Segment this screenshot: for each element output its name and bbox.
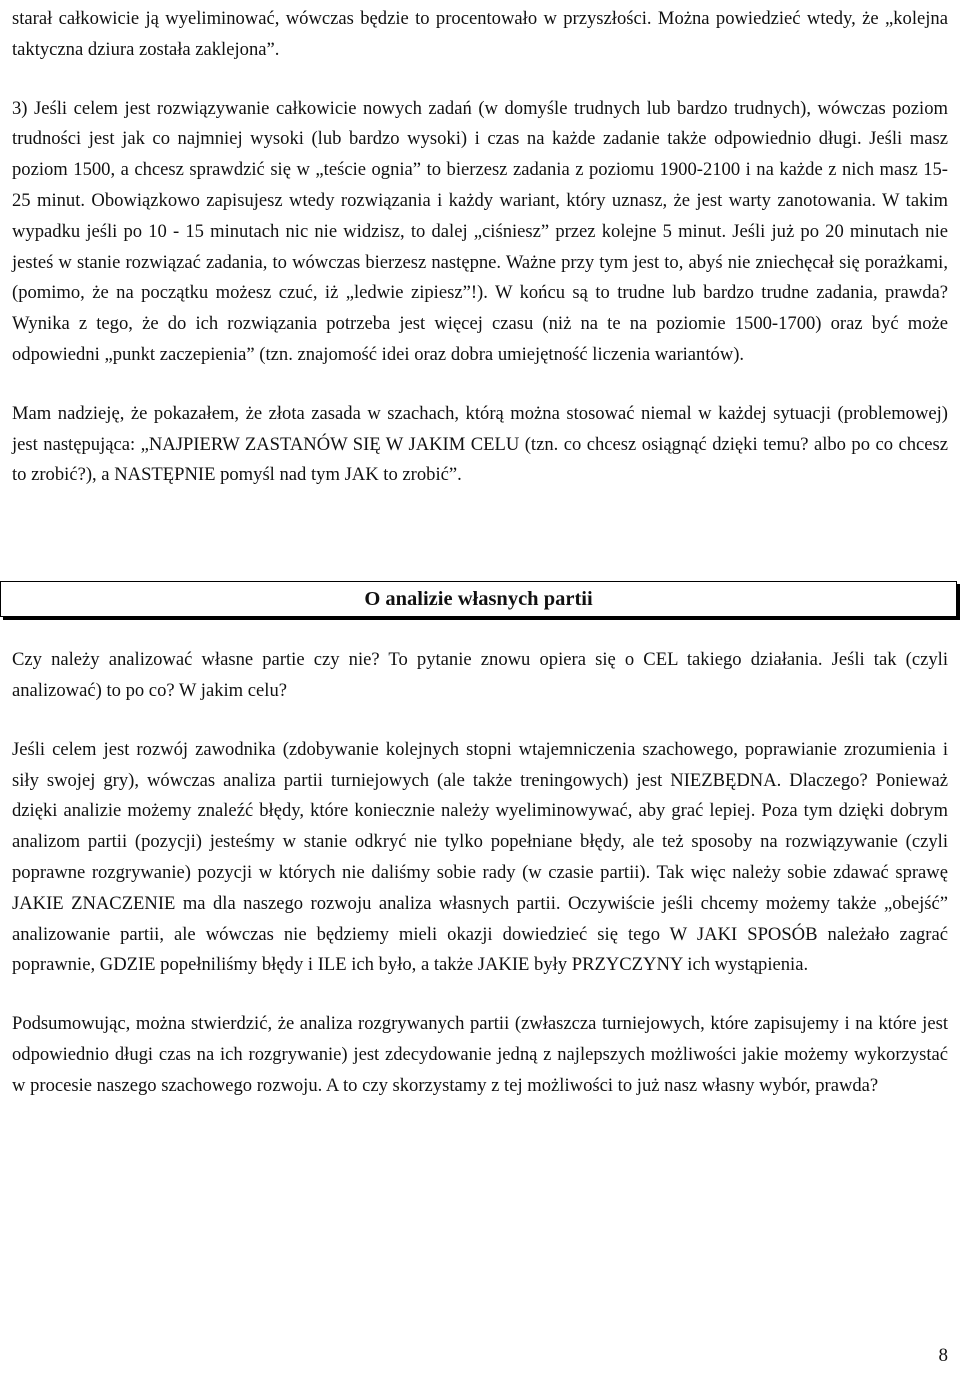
section-gap	[12, 491, 948, 581]
document-page	[12, 4, 948, 1102]
heading-gap	[12, 617, 948, 645]
paragraph-analysis-purpose: Jeśli celem jest rozwój zawodnika (zdobywanie kolejnych stopni wtajemniczenia szachowego, poprawianie zrozumienia i siły swojej gry), wówczas analiza partii turniejowych (ale także treningowych) jest NIEZBĘDNA. Dlaczego? Ponieważ dzięki analizie możemy znaleźć błędy, które koniecznie należy wyeliminowywać, aby grać lepiej. Poza tym dzięki dobrym analizom partii (pozycji) jesteśmy w stanie odkryć nie tylko popełniane błędy, ale też sposoby na rozwiązywanie (czyli poprawne rozgrywanie) pozycji w których nie daliśmy sobie rady (w czasie partii). Tak więc należy sobie zdawać sprawę JAKIE ZNACZENIE ma dla naszego rozwoju analiza własnych partii. Oczywiście jeśli chcemy możemy także „obejść” analizowanie partii, ale wówczas nie będziemy mieli okazji dowiedzieć się tego W JAKI SPOSÓB należało zagrać poprawnie, GDZIE popełniliśmy błędy i ILE ich było, a także JAKIE były PRZYCZYNY ich wystąpienia.	[12, 738, 948, 976]
paragraph-summary: Podsumowując, można stwierdzić, że analiza rozgrywanych partii (zwłaszcza turniejowych, które zapisujemy i na które jest odpowiednio długi czas na ich rozgrywanie) jest zdecydowanie jedną z najlepszych możliwości jakie możemy wykorzystać w procesie naszego szachowego rozwoju. A to czy skorzystamy z tej możliwości to już nasz własny wybór, prawda?	[12, 1013, 948, 1096]
paragraph-gap	[12, 66, 948, 94]
paragraph-point-3: 3) Jeśli celem jest rozwiązywanie całkowicie nowych zadań (w domyśle trudnych lub bardzo trudnych), wówczas poziom trudności jest jak co najmniej wysoki (lub bardzo wysoki) i czas na każde zadanie także odpowiednio długi. Jeśli masz poziom 1500, a chcesz sprawdzić się w „teście ognia” to bierzesz zadania z poziomu 1900-2100 i na każde z nich masz 15-25 minut. Obowiązkowo zapisujesz wtedy rozwiązania i każdy wariant, który uznasz, że jest warty zanotowania. W takim wypadku jeśli po 10 - 15 minutach nic nie widzisz, to dalej „ciśniesz” przez kolejne 5 minut. Jeśli już po 20 minutach nie jesteś w stanie rozwiązać zadania, to wówczas bierzesz następne. Ważne przy tym jest to, abyś nie zniechęcał się porażkami, (pomimo, że na początku możesz czuć, iż „ledwie zipiesz”!). W końcu są to trudne lub bardzo trudne zadania, prawda? Wynika z tego, że do ich rozwiązania potrzeba jest więcej czasu (niż na te na poziomie 1500-1700) oraz być może odpowiedni „punkt zaczepienia” (tzn. znajomość idei oraz dobra umiejętność liczenia wariantów).	[12, 97, 948, 365]
paragraph-gap	[12, 981, 948, 1009]
paragraph-golden-rule-end: starał całkowicie ją wyeliminować, wówczas będzie to procentowało w przyszłości. Można powiedzieć wtedy, że „kolejna taktyczna dziura została zaklejona”.	[12, 8, 948, 60]
section-heading-title: O analizie własnych partii	[364, 587, 593, 610]
page-number: 8	[938, 1345, 948, 1366]
paragraph-gap	[12, 707, 948, 735]
section-heading-box	[0, 581, 957, 617]
paragraph-golden-rule: Mam nadzieję, że pokazałem, że złota zasada w szachach, którą można stosować niemal w każdej sytuacji (problemowej) jest następująca: „NAJPIERW ZASTANÓW SIĘ W JAKIM CELU (tzn. co chcesz osiągnąć dzięki temu? albo po co chcesz to zrobić?), a NASTĘPNIE pomyśl nad tym JAK to zrobić”.	[12, 402, 948, 486]
paragraph-gap	[12, 371, 948, 399]
paragraph-analysis-question: Czy należy analizować własne partie czy nie? To pytanie znowu opiera się o CEL takiego działania. Jeśli tak (czyli analizować) to po co? W jakim celu?	[12, 649, 948, 701]
